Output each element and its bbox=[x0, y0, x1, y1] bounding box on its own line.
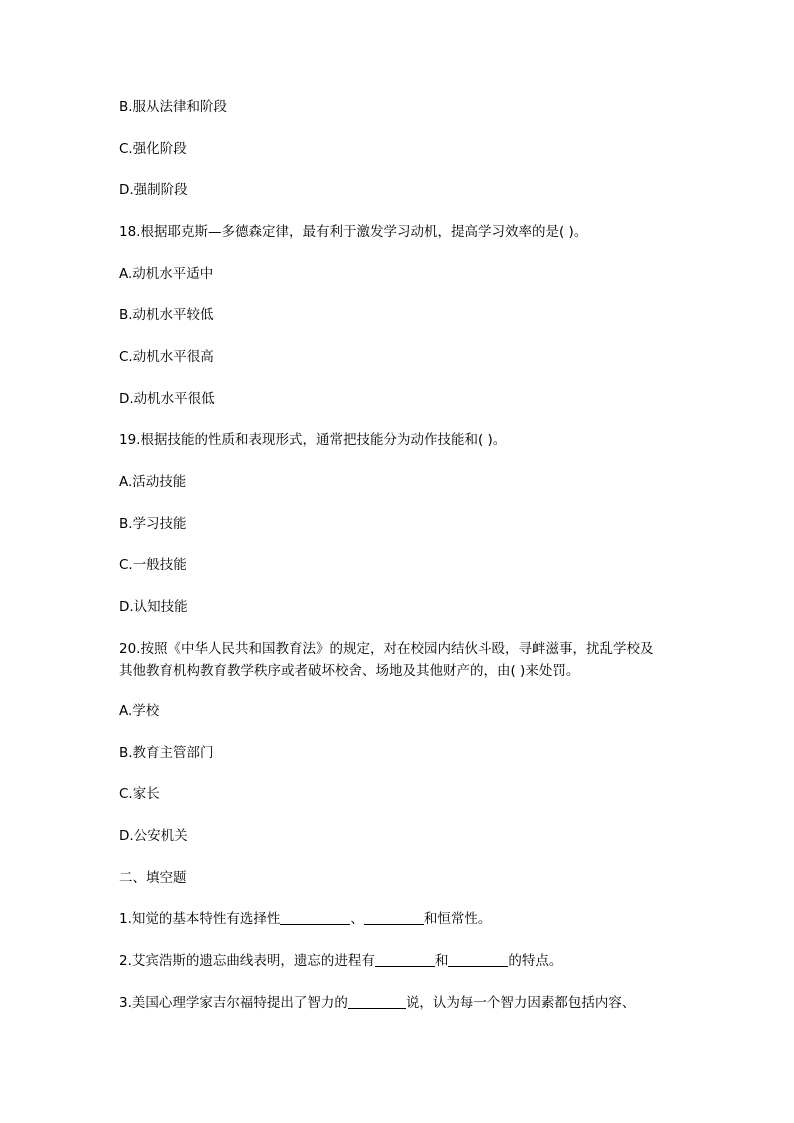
q19-option-c: C.一般技能 bbox=[119, 557, 187, 573]
fill-1-blank-2 bbox=[364, 910, 424, 925]
fill-1-text-b: 、 bbox=[350, 911, 364, 927]
q20-option-b: B.教育主管部门 bbox=[119, 745, 214, 761]
fill-question-3 bbox=[119, 992, 689, 1014]
q18-stem: 18.根据耶克斯—多德森定律，最有利于激发学习动机，提高学习效率的是( )。 bbox=[119, 224, 588, 240]
fill-1-text-a: 1.知觉的基本特性有选择性 bbox=[119, 911, 281, 927]
fill-2-blank-2 bbox=[448, 952, 508, 967]
q18-option-d: D.动机水平很低 bbox=[119, 391, 215, 407]
fill-2-blank-1 bbox=[375, 952, 435, 967]
fill-question-1 bbox=[119, 908, 689, 930]
q17-option-c: C.强化阶段 bbox=[119, 141, 187, 157]
q19-stem: 19.根据技能的性质和表现形式，通常把技能分为动作技能和( )。 bbox=[119, 432, 507, 448]
q17-option-d: D.强制阶段 bbox=[119, 182, 188, 198]
q20-stem-line-2: 其他教育机构教育教学秩序或者破坏校舍、场地及其他财产的，由( )来处罚。 bbox=[119, 663, 580, 679]
fill-2-text-c: 的特点。 bbox=[508, 953, 563, 969]
fill-3-text-b: 说，认为每一个智力因素都包括内容、 bbox=[405, 995, 636, 1011]
fill-2-text-a: 2.艾宾浩斯的遗忘曲线表明，遗忘的进程有 bbox=[119, 953, 375, 969]
fill-3-text-a: 3.美国心理学家吉尔福特提出了智力的 bbox=[119, 995, 348, 1011]
q20-option-a: A.学校 bbox=[119, 703, 160, 719]
q20-stem-line-1: 20.按照《中华人民共和国教育法》的规定，对在校园内结伙斗殴，寻衅滋事，扰乱学校及 bbox=[119, 641, 654, 657]
q17-option-b: B.服从法律和阶段 bbox=[119, 99, 228, 115]
q18-option-b: B.动机水平较低 bbox=[119, 307, 214, 323]
fill-3-blank-1 bbox=[348, 994, 406, 1009]
fill-1-blank-1 bbox=[280, 910, 350, 925]
fill-1-text-c: 和恒常性。 bbox=[423, 911, 492, 927]
fill-2-text-b: 和 bbox=[434, 953, 449, 969]
q18-option-c: C.动机水平很高 bbox=[119, 349, 214, 365]
q19-option-b: B.学习技能 bbox=[119, 516, 187, 532]
fill-question-2 bbox=[119, 950, 689, 972]
q19-option-a: A.活动技能 bbox=[119, 474, 187, 490]
section-heading-fill-in: 二、填空题 bbox=[119, 870, 187, 886]
q19-option-d: D.认知技能 bbox=[119, 599, 188, 615]
q18-option-a: A.动机水平适中 bbox=[119, 266, 214, 282]
q20-stem bbox=[119, 638, 689, 682]
q20-option-c: C.家长 bbox=[119, 786, 160, 802]
q20-option-d: D.公安机关 bbox=[119, 828, 188, 844]
